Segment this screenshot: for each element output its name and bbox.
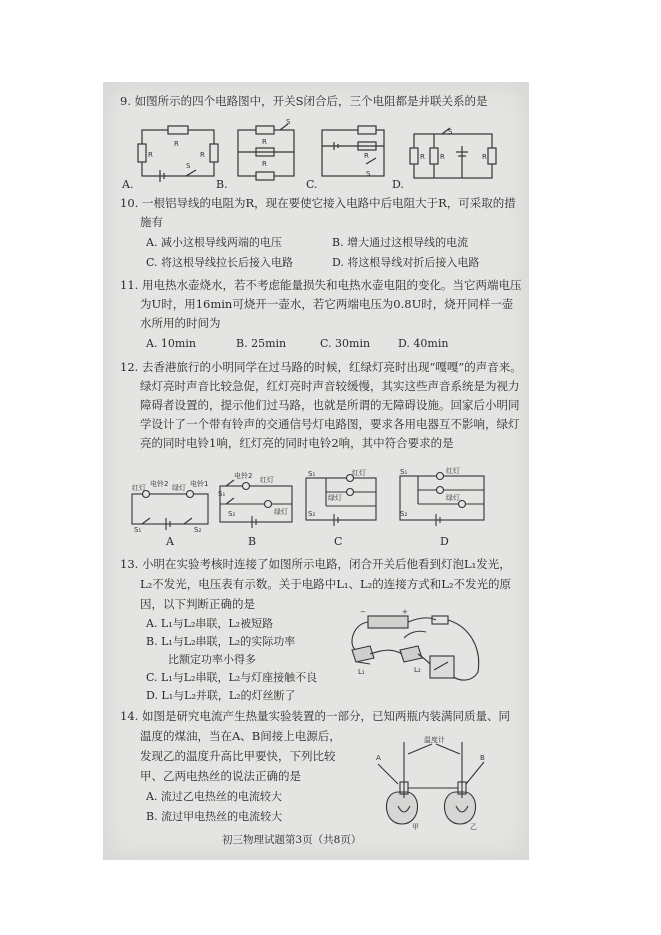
figure-label: R [200,151,205,159]
q14-line2: 温度的煤油，当在A、B间接上电源后， [140,729,341,743]
figure-label: S₂ [308,510,316,518]
q12-line3: 障碍者设置的，提示他们过马路，也就是所谓的无障碍设施。回家后小明同 [140,398,520,412]
q13-option-b[interactable]: B. L₁与L₂串联，L₂的实际功率 [146,635,296,648]
q10-stem-line2: 施有 [140,215,163,229]
figure-label: S [286,118,291,126]
q12-line5: 亮的同时电铃1响，红灯亮的同时电铃2响，其中符合要求的是 [140,436,454,450]
thermometer-label: 温度计 [424,736,445,744]
q14-line4: 甲、乙两电热丝的说法正确的是 [140,769,301,783]
figure-label: 甲 [412,823,419,830]
figure-label: L₁ [358,668,365,676]
figure-label: R [364,152,369,160]
q9-figure-d [408,126,498,184]
q12-option-a[interactable]: A [166,535,174,548]
q12-figure-a [128,478,212,532]
q14-line1: 14. 如图是研究电流产生热量实验装置的一部分，已知两瓶内装满同质量、同 [120,709,510,723]
q12-figure-d [396,466,488,528]
q9a-r-label: R [174,140,179,148]
q9-option-c[interactable]: C. [306,178,318,191]
figure-label: S₂ [400,510,408,518]
figure-label: S [186,162,191,170]
q10-option-b[interactable]: B. 增大通过这根导线的电流 [332,236,469,249]
figure-label: A [376,754,381,762]
figure-label: S₁ [134,526,142,532]
q14-option-a[interactable]: A. 流过乙电热丝的电流较大 [146,790,282,803]
figure-label: B [480,754,485,762]
q11-stem-line1: 11. 用电热水壶烧水，若不考虑能量损失和电热水壶电阻的变化。当它两端电压 [120,278,522,292]
q10-stem-line1: 10. 一根铝导线的电阻为R，现在要使它接入电路中后电阻大于R，可采取的措 [120,196,516,210]
figure-label: 绿灯 [274,508,288,516]
figure-label: 绿灯 [328,494,342,502]
q9-stem: 9. 如图所示的四个电路图中，开关S闭合后，三个电阻都是并联关系的是 [120,94,488,108]
q11-stem-line2: 为U时，用16min可烧开一壶水，若它两端电压为0.8U时，烧开同样一壶 [140,297,514,311]
q10-option-d[interactable]: D. 将这根导线对折后接入电路 [332,256,480,269]
q13-option-c[interactable]: C. L₁与L₂串联，L₂与灯座接触不良 [146,671,318,684]
figure-label: S₁ [218,490,226,498]
q14-figure-apparatus [372,734,492,830]
figure-label: 电铃2 [150,480,169,488]
figure-label: 电铃1 [190,480,209,488]
q11-option-d[interactable]: D. 40min [398,337,449,350]
q12-line4: 学设计了一个带有铃声的交通信号灯电路图，要求各用电器互不影响，绿灯 [140,417,520,431]
q12-option-c[interactable]: C [334,535,343,548]
q13-line2: L₂不发光，电压表有示数。关于电路中L₁、L₂的连接方式和L₂不发光的原 [140,577,511,591]
figure-label: − [360,608,366,616]
q9-figure-b [232,118,300,182]
figure-label: 红灯 [446,467,460,475]
q9-option-d[interactable]: D. [392,178,404,191]
q9-figure-c [318,124,388,182]
q13-line1: 13. 小明在实验考核时连接了如图所示电路，闭合开关后他看到灯泡L₁发光， [120,557,511,571]
figure-label: R [148,151,153,159]
q11-stem-line3: 水所用的时间为 [140,316,221,330]
q12-line2: 绿灯亮时声音比较急促，红灯亮时声音较缓慢，其实这些声音系统是为视力 [140,379,520,393]
q11-option-c[interactable]: C. 30min [320,337,371,350]
q14-line3: 发现乙的温度升高比甲要快，下列比较 [140,749,336,763]
figure-label: + [402,608,408,616]
q12-line1: 12. 去香港旅行的小明同学在过马路的时候，红绿灯亮时出现“嘎嘎”的声音来。 [120,360,522,374]
q12-figure-b [216,472,296,530]
figure-label: R [440,153,445,161]
q10-option-c[interactable]: C. 将这根导线拉长后接入电路 [146,256,294,269]
q13-option-d[interactable]: D. L₁与L₂并联，L₂的灯丝断了 [146,689,296,702]
figure-label: S₁ [400,468,408,476]
figure-label: L₂ [414,666,421,674]
figure-label: R [262,138,267,146]
figure-label: 电铃2 [234,472,253,480]
figure-label: S₁ [308,470,316,478]
q13-option-a[interactable]: A. L₁与L₂串联，L₂被短路 [146,617,274,630]
figure-label: S₂ [228,510,236,518]
q10-option-a[interactable]: A. 减小这根导线两端的电压 [146,236,282,249]
figure-label: S [366,170,371,178]
figure-label: S [448,128,453,136]
q12-option-b[interactable]: B [248,535,257,548]
q14-option-b[interactable]: B. 流过甲电热丝的电流较大 [146,810,283,823]
figure-label: 红灯 [260,476,274,484]
figure-label: 绿灯 [172,484,186,492]
page-footer: 初三物理试题第3页（共8页） [222,834,362,846]
figure-label: 红灯 [352,469,366,477]
q9-figure-a [136,124,220,182]
figure-label: R [262,160,267,168]
figure-label: 乙 [470,823,477,830]
figure-label: S₂ [194,526,202,532]
figure-label: R [420,153,425,161]
q13-line3: 因，以下判断正确的是 [140,597,255,611]
q12-figure-c [302,468,380,528]
figure-label: R [482,153,487,161]
figure-label: 绿灯 [446,494,460,502]
q11-option-a[interactable]: A. 10min [146,337,196,350]
q13-figure-circuit [344,606,494,690]
q9-option-a[interactable]: A. [122,178,134,191]
q11-option-b[interactable]: B. 25min [236,337,287,350]
q9-option-b[interactable]: B. [216,178,228,191]
figure-label: 红灯 [132,484,146,492]
q13-option-b-cont: 比额定功率小得多 [168,653,256,666]
q12-option-d[interactable]: D [440,535,449,548]
